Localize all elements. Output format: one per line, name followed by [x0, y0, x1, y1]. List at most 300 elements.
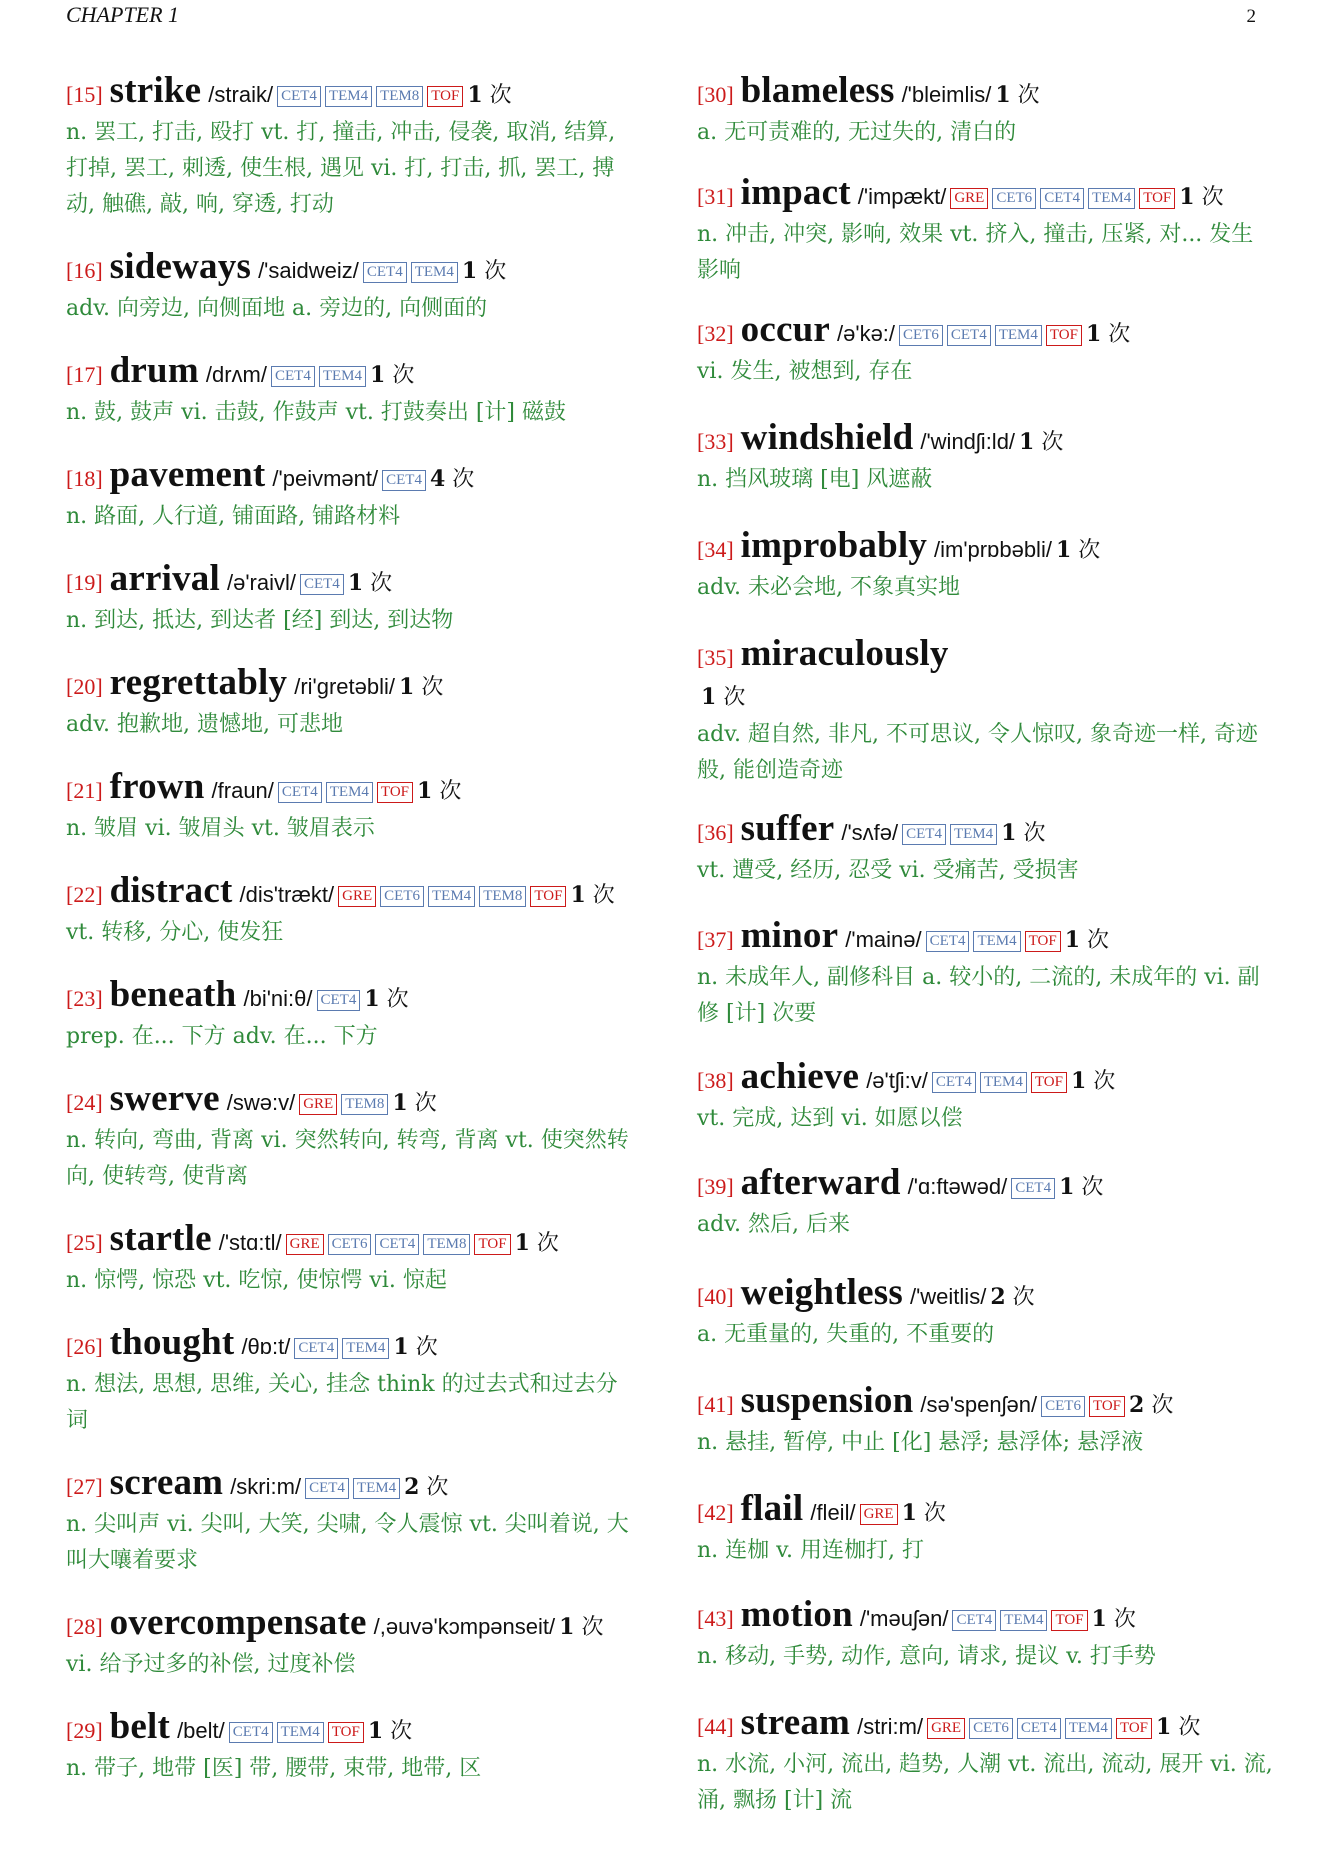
count-suffix: 次 [484, 259, 507, 284]
count-suffix: 次 [1017, 83, 1040, 108]
count-number: 1 [370, 362, 386, 388]
count-number: 1 [1064, 927, 1081, 953]
word-entry [66, 664, 638, 743]
count-suffix: 次 [386, 987, 409, 1012]
count-suffix: 次 [1093, 1069, 1116, 1094]
exam-tag: GRE [286, 1234, 324, 1255]
exam-tag: CET4 [926, 931, 970, 952]
headword: strike [109, 70, 202, 111]
count-suffix: 次 [415, 1335, 438, 1360]
exam-tag: TEM4 [973, 931, 1020, 952]
headword: distract [109, 870, 233, 911]
phonetic: /sə'spenʃən/ [920, 1392, 1038, 1417]
exam-tag: CET4 [1011, 1178, 1055, 1199]
definition: n. 悬挂, 暂停, 中止 [化] 悬浮; 悬浮体; 悬浮液 [697, 1430, 1144, 1455]
word-entry [697, 1058, 1275, 1137]
phonetic: /drʌm/ [205, 362, 267, 387]
exam-tag: TOF [377, 782, 413, 803]
entry-headline [66, 352, 638, 395]
count-number: 1 [347, 570, 364, 596]
headword: startle [109, 1218, 212, 1259]
occurrence-count [559, 1615, 603, 1640]
exam-tag: TOF [474, 1234, 510, 1255]
headword: improbably [740, 525, 928, 566]
entry-index: [17] [66, 362, 103, 387]
count-number: 1 [1156, 1714, 1172, 1740]
word-entry [697, 72, 1275, 151]
exam-tag: CET4 [1017, 1718, 1061, 1739]
word-entry [66, 560, 638, 639]
entry-index: [16] [66, 258, 103, 283]
count-number: 2 [404, 1474, 420, 1500]
count-suffix: 次 [536, 1231, 559, 1256]
entry-headline [66, 664, 638, 707]
count-number: 1 [1055, 537, 1072, 563]
exam-tag: TEM4 [277, 1722, 324, 1743]
exam-tag: GRE [338, 886, 376, 907]
exam-tag: GRE [950, 188, 988, 209]
phonetic: /ə'raivl/ [226, 570, 296, 595]
definition: vt. 遭受, 经历, 忍受 vi. 受痛苦, 受损害 [697, 858, 1079, 883]
exam-tag: GRE [860, 1504, 898, 1525]
entry-index: [29] [66, 1718, 103, 1743]
exam-tag: TOF [1025, 931, 1061, 952]
entry-headline [66, 976, 638, 1019]
occurrence-count [462, 259, 506, 284]
definition: vi. 发生, 被想到, 存在 [697, 359, 913, 384]
entry-headline [66, 768, 638, 811]
definition: n. 皱眉 vi. 皱眉头 vt. 皱眉表示 [66, 816, 375, 841]
phonetic: /θɒ:t/ [241, 1334, 291, 1359]
definition: n. 转向, 弯曲, 背离 vi. 突然转向, 转弯, 背离 vt. 使突然转向, 使转弯, 使背离 [66, 1128, 629, 1189]
entry-index: [26] [66, 1334, 103, 1359]
occurrence-count [368, 1719, 412, 1744]
occurrence-count [515, 1231, 559, 1256]
entry-headline [66, 248, 638, 291]
definition: n. 鼓, 鼓声 vi. 击鼓, 作鼓声 vt. 打鼓奏出 [计] 磁鼓 [66, 400, 566, 425]
exam-tag: TOF [1046, 325, 1082, 346]
exam-tag: CET6 [992, 188, 1036, 209]
definition: adv. 超自然, 非凡, 不可思议, 令人惊叹, 象奇迹一样, 奇迹般, 能创造奇迹 [697, 722, 1258, 783]
entry-headline [66, 456, 638, 499]
count-number: 1 [1019, 429, 1035, 455]
count-number: 2 [990, 1284, 1006, 1310]
entry-headline [697, 1382, 1275, 1425]
definition: n. 尖叫声 vi. 尖叫, 大笑, 尖啸, 令人震惊 vt. 尖叫着说, 大叫大嚷着要求 [66, 1512, 629, 1573]
exam-tag: CET4 [294, 1338, 338, 1359]
exam-tag: TOF [1031, 1072, 1067, 1093]
count-number: 1 [417, 778, 433, 804]
exam-tag: TOF [328, 1722, 364, 1743]
headword: scream [109, 1462, 224, 1503]
word-entry [66, 1080, 638, 1195]
count-suffix: 次 [1078, 538, 1101, 563]
entry-headline [697, 72, 1275, 115]
exam-tag: CET4 [278, 782, 322, 803]
headword: arrival [109, 558, 220, 599]
definition: adv. 向旁边, 向侧面地 a. 旁边的, 向侧面的 [66, 296, 488, 321]
word-entry [66, 1604, 638, 1683]
occurrence-count [467, 83, 511, 108]
phonetic: /belt/ [177, 1718, 225, 1743]
entry-headline [697, 419, 1275, 462]
entry-index: [36] [697, 820, 734, 845]
phonetic: /swə:v/ [226, 1090, 296, 1115]
headword: achieve [740, 1056, 860, 1097]
headword: belt [109, 1706, 171, 1747]
entry-headline [66, 1708, 638, 1751]
word-entry [697, 1164, 1275, 1243]
exam-tag: CET4 [305, 1478, 349, 1499]
count-suffix: 次 [923, 1501, 946, 1526]
entry-headline [697, 1058, 1275, 1101]
exam-tag: TOF [1139, 188, 1175, 209]
exam-tag: TEM4 [1088, 188, 1135, 209]
phonetic: /ə'kə:/ [837, 321, 896, 346]
word-entry [66, 1464, 638, 1579]
headword: frown [109, 766, 205, 807]
headword: pavement [109, 454, 266, 495]
occurrence-count [1065, 928, 1109, 953]
exam-tag: CET4 [932, 1072, 976, 1093]
word-entry [66, 1220, 638, 1299]
count-number: 1 [701, 684, 717, 710]
occurrence-count [370, 363, 414, 388]
entry-index: [35] [697, 645, 734, 670]
exam-tag: TEM4 [950, 824, 997, 845]
count-number: 1 [1070, 1068, 1087, 1094]
count-number: 1 [1085, 321, 1102, 347]
count-number: 1 [393, 1334, 409, 1360]
word-entry [697, 419, 1275, 498]
occurrence-count [399, 675, 443, 700]
phonetic: /'impækt/ [857, 184, 947, 209]
exam-tag: GRE [299, 1094, 337, 1115]
count-suffix: 次 [723, 685, 746, 710]
page-number: 2 [1246, 6, 1256, 27]
phonetic: /'məuʃən/ [859, 1606, 949, 1631]
word-entry [66, 976, 638, 1055]
exam-tag: CET4 [947, 325, 991, 346]
entry-index: [30] [697, 82, 734, 107]
count-number: 1 [570, 882, 586, 908]
entry-index: [27] [66, 1474, 103, 1499]
entry-index: [43] [697, 1606, 734, 1631]
count-number: 4 [429, 466, 446, 492]
headword: windshield [740, 417, 914, 458]
word-entry [697, 1596, 1275, 1675]
entry-index: [39] [697, 1174, 734, 1199]
entry-index: [22] [66, 882, 103, 907]
count-suffix: 次 [1113, 1607, 1136, 1632]
word-entry [697, 917, 1275, 1032]
phonetic: /bi'ni:θ/ [243, 986, 313, 1011]
definition: n. 挡风玻璃 [电] 风遮蔽 [697, 467, 933, 492]
exam-tag: CET4 [229, 1722, 273, 1743]
exam-tag: CET6 [969, 1718, 1013, 1739]
count-number: 1 [367, 1718, 384, 1744]
word-entry [697, 1490, 1275, 1569]
exam-tag: TEM4 [995, 325, 1042, 346]
entry-index: [15] [66, 82, 103, 107]
count-number: 1 [364, 986, 380, 1012]
word-entry [66, 1708, 638, 1787]
entry-headline [697, 1274, 1275, 1317]
right-column [697, 72, 1275, 1819]
word-entry [66, 352, 638, 431]
entry-index: [38] [697, 1068, 734, 1093]
exam-tag: TOF [530, 886, 566, 907]
occurrence-count [1019, 430, 1063, 455]
definition: prep. 在... 下方 adv. 在... 下方 [66, 1024, 378, 1049]
exam-tag: TEM4 [342, 1338, 389, 1359]
exam-tag: TEM4 [319, 366, 366, 387]
phonetic: /skri:m/ [230, 1474, 302, 1499]
exam-tag: TEM8 [423, 1234, 470, 1255]
phonetic: /fleil/ [810, 1500, 856, 1525]
exam-tag: TOF [1051, 1610, 1087, 1631]
definition: n. 冲击, 冲突, 影响, 效果 vt. 挤入, 撞击, 压紧, 对... 发生影响 [697, 222, 1254, 283]
exam-tag: CET6 [899, 325, 943, 346]
exam-tag: GRE [927, 1718, 965, 1739]
exam-tag: CET4 [317, 990, 361, 1011]
exam-tag: CET4 [363, 262, 407, 283]
word-entry [66, 768, 638, 847]
headword: occur [740, 309, 831, 350]
exam-tag: CET6 [380, 886, 424, 907]
occurrence-count [1056, 538, 1100, 563]
count-number: 1 [995, 82, 1011, 108]
headword: stream [740, 1702, 851, 1743]
phonetic: /'sʌfə/ [841, 820, 899, 845]
exam-tag: TEM4 [326, 782, 373, 803]
definition: n. 移动, 手势, 动作, 意向, 请求, 提议 v. 打手势 [697, 1644, 1156, 1669]
exam-tag: TEM4 [980, 1072, 1027, 1093]
count-number: 1 [1059, 1174, 1075, 1200]
entry-headline [697, 635, 1275, 717]
occurrence-count [990, 1285, 1034, 1310]
occurrence-count [348, 571, 392, 596]
entry-headline [697, 1490, 1275, 1533]
entry-headline [66, 872, 638, 915]
entry-index: [41] [697, 1392, 734, 1417]
headword: flail [740, 1488, 804, 1529]
headword: miraculously [740, 633, 949, 674]
entry-index: [19] [66, 570, 103, 595]
phonetic: /ri'gretəbli/ [294, 674, 396, 699]
phonetic: /ə'tʃi:v/ [866, 1068, 928, 1093]
entry-headline [697, 174, 1275, 217]
occurrence-count [1129, 1393, 1173, 1418]
word-entry [697, 1382, 1275, 1461]
headword: regrettably [109, 662, 288, 703]
entry-headline [697, 527, 1275, 570]
exam-tag: TOF [427, 86, 463, 107]
headword: suspension [740, 1380, 914, 1421]
headword: drum [109, 350, 199, 391]
entry-index: [23] [66, 986, 103, 1011]
definition: adv. 然后, 后来 [697, 1212, 850, 1237]
headword: suffer [740, 808, 835, 849]
count-suffix: 次 [390, 1719, 413, 1744]
count-suffix: 次 [1178, 1715, 1201, 1740]
exam-tag: TEM4 [428, 886, 475, 907]
exam-tag: TEM8 [341, 1094, 388, 1115]
definition: a. 无可责难的, 无过失的, 清白的 [697, 120, 1017, 145]
exam-tag: TEM4 [1000, 1610, 1047, 1631]
phonetic: /im'prɒbəbli/ [934, 537, 1052, 562]
phonetic: /stri:m/ [857, 1714, 924, 1739]
definition: adv. 抱歉地, 遗憾地, 可悲地 [66, 712, 343, 737]
entry-headline [66, 1080, 638, 1123]
count-number: 1 [559, 1614, 575, 1640]
count-number: 1 [1179, 184, 1195, 210]
exam-tag: CET4 [902, 824, 946, 845]
occurrence-count [1001, 821, 1045, 846]
definition: n. 路面, 人行道, 铺面路, 铺路材料 [66, 504, 401, 529]
definition: n. 带子, 地带 [医] 带, 腰带, 束带, 地带, 区 [66, 1756, 482, 1781]
entry-headline [697, 917, 1275, 960]
entry-headline [66, 72, 638, 115]
phonetic: /'stɑ:tl/ [218, 1230, 282, 1255]
phonetic: /'peivmənt/ [272, 466, 379, 491]
count-suffix: 次 [370, 571, 393, 596]
phonetic: /'bleimlis/ [901, 82, 992, 107]
occurrence-count [902, 1501, 946, 1526]
entry-index: [28] [66, 1614, 103, 1639]
occurrence-count [1059, 1175, 1103, 1200]
word-entry [697, 1274, 1275, 1353]
exam-tag: TEM4 [1065, 1718, 1112, 1739]
entry-headline [66, 1464, 638, 1507]
occurrence-count [392, 1091, 436, 1116]
count-number: 1 [901, 1500, 917, 1526]
phonetic: /'mainə/ [845, 927, 922, 952]
definition: vi. 给予过多的补偿, 过度补偿 [66, 1652, 356, 1677]
headword: motion [740, 1594, 853, 1635]
definition: n. 未成年人, 副修科目 a. 较小的, 二流的, 未成年的 vi. 副修 [计] 次要 [697, 965, 1260, 1026]
definition: n. 想法, 思想, 思维, 关心, 挂念 think 的过去式和过去分词 [66, 1372, 618, 1433]
word-entry [697, 311, 1275, 390]
page-header [66, 2, 1256, 28]
entry-headline [697, 311, 1275, 354]
entry-headline [66, 1604, 638, 1647]
count-suffix: 次 [426, 1475, 449, 1500]
exam-tag: CET4 [271, 366, 315, 387]
phonetic: /'ɑ:ftəwəd/ [907, 1174, 1008, 1199]
entry-index: [37] [697, 927, 734, 952]
headword: sideways [109, 246, 252, 287]
phonetic: /'saidweiz/ [258, 258, 359, 283]
exam-tag: TOF [1089, 1396, 1125, 1417]
exam-tag: CET4 [375, 1234, 419, 1255]
exam-tag: TEM4 [325, 86, 372, 107]
entry-headline [697, 1164, 1275, 1207]
word-entry [66, 456, 638, 535]
count-suffix: 次 [1151, 1393, 1174, 1418]
count-number: 1 [1001, 820, 1017, 846]
exam-tag: CET6 [1041, 1396, 1085, 1417]
entry-index: [33] [697, 429, 734, 454]
exam-tag: CET4 [952, 1610, 996, 1631]
count-suffix: 次 [1081, 1175, 1104, 1200]
exam-tag: TOF [1116, 1718, 1152, 1739]
entry-index: [40] [697, 1284, 734, 1309]
word-entry [66, 872, 638, 951]
definition: a. 无重量的, 失重的, 不重要的 [697, 1322, 995, 1347]
occurrence-count [995, 83, 1039, 108]
headword: blameless [740, 70, 895, 111]
headword: beneath [109, 974, 237, 1015]
word-entry [697, 810, 1275, 889]
count-suffix: 次 [392, 363, 415, 388]
entry-index: [24] [66, 1090, 103, 1115]
word-entry [66, 248, 638, 327]
occurrence-count [364, 987, 408, 1012]
headword: afterward [740, 1162, 901, 1203]
count-number: 1 [467, 82, 483, 108]
exam-tag: TEM4 [353, 1478, 400, 1499]
definition: n. 罢工, 打击, 殴打 vt. 打, 撞击, 冲击, 侵袭, 取消, 结算, 打掉, 罢工, 刺透, 使生根, 遇见 vi. 打, 打击, 抓, 罢工, 搏动, 触礁, 敲, 响, 穿透, 打动 [66, 120, 616, 217]
definition: n. 到达, 抵达, 到达者 [经] 到达, 到达物 [66, 608, 454, 633]
occurrence-count [701, 685, 745, 710]
count-suffix: 次 [592, 883, 615, 908]
definition: n. 惊愕, 惊恐 vt. 吃惊, 使惊愕 vi. 惊起 [66, 1268, 447, 1293]
headword: minor [740, 915, 839, 956]
count-number: 1 [514, 1230, 530, 1256]
exam-tag: CET4 [277, 86, 321, 107]
count-number: 1 [399, 674, 415, 700]
count-suffix: 次 [421, 675, 444, 700]
word-entry [66, 1324, 638, 1439]
word-entry [697, 1704, 1275, 1819]
definition: vt. 完成, 达到 vi. 如愿以偿 [697, 1106, 963, 1131]
count-number: 1 [1091, 1606, 1107, 1632]
definition: vt. 转移, 分心, 使发狂 [66, 920, 284, 945]
occurrence-count [404, 1475, 448, 1500]
entry-index: [18] [66, 466, 103, 491]
entry-index: [32] [697, 321, 734, 346]
word-entry [697, 635, 1275, 789]
entry-index: [20] [66, 674, 103, 699]
phonetic: /straik/ [208, 82, 274, 107]
count-suffix: 次 [1023, 821, 1046, 846]
occurrence-count [430, 467, 474, 492]
headword: swerve [109, 1078, 220, 1119]
count-suffix: 次 [1012, 1285, 1035, 1310]
phonetic: /'weitlis/ [909, 1284, 987, 1309]
occurrence-count [393, 1335, 437, 1360]
headword: weightless [740, 1272, 903, 1313]
left-column [66, 72, 638, 1787]
entry-headline [697, 1596, 1275, 1639]
count-suffix: 次 [414, 1091, 437, 1116]
occurrence-count [1092, 1607, 1136, 1632]
exam-tag: CET4 [382, 470, 426, 491]
entry-index: [25] [66, 1230, 103, 1255]
occurrence-count [1156, 1715, 1200, 1740]
entry-index: [34] [697, 537, 734, 562]
entry-headline [66, 1220, 638, 1263]
entry-index: [42] [697, 1500, 734, 1525]
definition: n. 连枷 v. 用连枷打, 打 [697, 1538, 924, 1563]
definition: n. 水流, 小河, 流出, 趋势, 人潮 vt. 流出, 流动, 展开 vi. 流, 涌, 飘扬 [计] 流 [697, 1752, 1273, 1813]
entry-headline [66, 560, 638, 603]
entry-index: [44] [697, 1714, 734, 1739]
count-suffix: 次 [489, 83, 512, 108]
word-entry [66, 72, 638, 223]
occurrence-count [417, 779, 461, 804]
